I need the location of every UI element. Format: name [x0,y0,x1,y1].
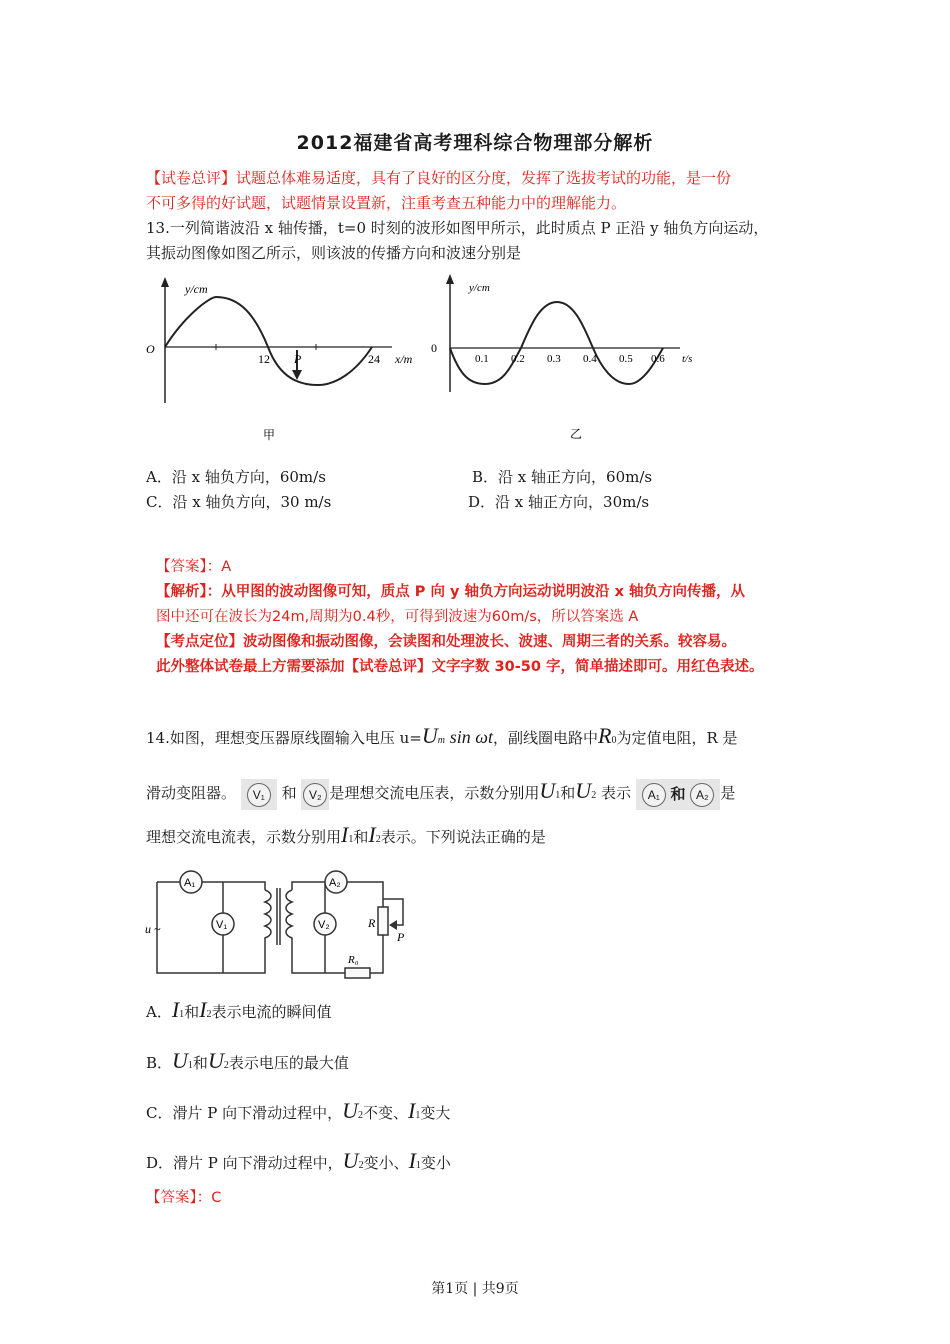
q14-option-c-u2-sub: 2 [358,1110,363,1121]
q14-i2-sub: 2 [375,834,381,845]
review-line-1: 【试卷总评】试题总体难易适度，具有了良好的区分度，发挥了选拔考试的功能，是一份 [146,169,732,187]
q14-line1-mid: ，副线圈电路中 [492,729,598,747]
q14-option-d-u2-sub: 2 [358,1160,364,1171]
yi-tick-0: 0.1 [475,353,489,365]
q14-option-d [146,1148,451,1178]
q14-option-b-u2-sub: 2 [223,1060,229,1071]
q14-option-a-and: 和 [184,1003,200,1021]
circuit-v1: V₁ [216,919,228,931]
yi-tick-2: 0.3 [547,353,561,365]
q13-point-line-1: 【考点定位】波动图像和振动图像，会读图和处理波长、波速、周期三者的关系。较容易。 [156,634,736,650]
q14-stem-line-3 [146,822,546,852]
q14-option-b-label: B． [146,1054,173,1072]
q14-line3-pre: 理想交流电流表，示数分别用 [146,828,342,846]
jia-tick-12: 12 [258,352,270,366]
q14-option-a-label: A． [146,1003,172,1021]
page-footer: 第1页 | 共9页 [431,1281,519,1297]
q14-option-d-u2: U [342,1148,359,1173]
page-title: 2012福建省高考理科综合物理部分解析 [296,132,654,154]
q14-i1-symbol: I [341,822,349,847]
yi-tick-3: 0.4 [583,353,597,365]
q14-option-d-end: 变小 [420,1154,451,1172]
q14-option-a-i2: I [199,997,207,1022]
yi-ylabel: y/cm [469,282,490,294]
q14-r-sub: 0 [611,735,617,746]
yi-origin: 0 [431,341,437,355]
jia-tick-24: 24 [368,352,380,366]
yi-tick-4: 0.5 [619,353,633,365]
q14-i2-symbol: I [368,822,376,847]
circuit-a1: A₁ [184,877,196,889]
q14-option-a-i1-sub: 1 [179,1009,185,1020]
jia-caption: 甲 [263,428,276,442]
jia-tick-p: P [294,352,302,366]
q14-option-a [146,997,332,1027]
q14-line2-post: 是 [720,784,736,802]
q14-option-c [146,1098,450,1128]
q14-line2-pre: 滑动变阻器。 [146,784,237,802]
a1-meter-icon: A₁ [642,783,666,807]
q14-line3-post: 表示。下列说法正确的是 [380,828,546,846]
q14-line2-mid: 是理想交流电压表，示数分别用 [329,784,540,802]
v2-meter-icon: V₂ [303,783,327,807]
jia-origin: O [146,342,155,356]
yi-tick-5: 0.6 [651,353,665,365]
q14-and-2: 和 [560,784,576,802]
q14-option-c-i1: I [408,1098,416,1123]
q14-option-d-i1-sub: 1 [415,1160,421,1171]
q13-option-b: B．沿 x 轴正方向，60m/s [472,468,653,486]
q13-option-d: D．沿 x 轴正方向，30m/s [468,493,650,511]
circuit-r: R [368,916,376,930]
q14-and-4: 和 [353,828,369,846]
q14-u1-sub: 1 [555,790,561,801]
jia-ylabel: y/cm [185,282,208,296]
yi-tick-1: 0.2 [511,353,525,365]
v1-meter-icon: V₁ [247,783,271,807]
circuit-v2: V₂ [318,919,330,931]
q14-u2-sub: 2 [591,790,597,801]
q13-option-a: A．沿 x 轴负方向，60m/s [146,468,326,486]
q14-option-a-i2-sub: 2 [206,1009,212,1020]
transformer-circuit [145,865,415,985]
q13-stem-line-2: 其振动图像如图乙所示，则该波的传播方向和波速分别是 [146,244,522,262]
q14-option-b-and: 和 [192,1054,208,1072]
a-meters-image [636,779,721,810]
q14-line1-pre: 14.如图，理想变压器原线圈输入电压 u= [146,729,422,747]
q14-option-a-i1: I [171,997,180,1022]
q14-u2-symbol: U [575,778,592,803]
q14-m-sub: m [437,735,445,746]
q14-option-b-u1-sub: 1 [187,1060,193,1071]
review-line-2: 不可多得的好试题，试题情景设置新，注重考查五种能力中的理解能力。 [146,194,627,212]
q14-option-b [146,1048,349,1078]
q14-option-c-u2: U [342,1098,358,1123]
q14-sin-wt: sin ωt [449,727,493,747]
q14-option-b-u1: U [172,1048,188,1073]
circuit-p: P [397,930,405,944]
q14-show-1: 表示 [600,784,631,802]
q14-option-c-mid: 不变、 [363,1104,409,1122]
wave-graph-jia [140,275,440,450]
q14-option-b-text: 表示电压的最大值 [228,1054,349,1072]
jia-xunit: x/m [395,352,413,366]
q14-and-1: 和 [281,784,297,802]
q14-and-3: 和 [670,784,686,803]
v2-meter-image [301,779,329,810]
q13-stem-line-1: 13.一列简谐波沿 x 轴传播，t=0 时刻的波形如图甲所示，此时质点 P 正沿 y 轴负方向运动， [146,219,769,237]
q13-answer: 【答案】：A [156,559,232,575]
q14-r-symbol: R [598,723,612,748]
q14-option-d-i1: I [408,1148,416,1173]
q13-analysis-line-2: 图中还可在波长为24m,周期为0.4秒，可得到波速为60m/s，所以答案选 A [156,609,639,625]
circuit-u: u ~ [145,922,161,936]
v1-meter-image [241,779,277,810]
q14-answer: 【答案】：C [146,1190,222,1206]
a2-meter-icon: A₂ [690,783,714,807]
q13-analysis-line-1: 【解析】：从甲图的波动图像可知，质点 P 向 y 轴负方向运动说明波沿 x 轴负方向传播，从 [156,584,745,600]
yi-caption: 乙 [570,427,583,441]
q14-i1-sub: 1 [348,834,354,845]
circuit-r0: R₀ [348,954,359,966]
yi-xunit: t/s [682,353,693,365]
q14-option-d-label: D．滑片 P 向下滑动过程中， [146,1154,343,1172]
q14-option-c-i1-sub: 1 [415,1110,421,1121]
q13-option-c: C．沿 x 轴负方向，30 m/s [146,493,332,511]
wave-graph-yi [425,272,705,447]
q14-option-a-text: 表示电流的瞬间值 [211,1003,332,1021]
q14-stem-line-1 [146,723,738,753]
q14-option-b-u2: U [207,1048,224,1073]
q14-u1-symbol: U [539,778,556,803]
circuit-a2: A₂ [329,877,341,889]
q14-u-symbol: U [421,723,438,748]
q14-option-c-end: 变大 [420,1104,451,1122]
q14-stem-line-2 [146,778,735,810]
q14-line1-post: 为定值电阻，R 是 [616,729,738,747]
q14-option-c-label: C．滑片 P 向下滑动过程中， [146,1104,343,1122]
q13-point-line-2: 此外整体试卷最上方需要添加【试卷总评】文字字数 30-50 字，简单描述即可。用红色表述。 [156,659,764,675]
q14-option-d-mid: 变小、 [363,1154,409,1172]
